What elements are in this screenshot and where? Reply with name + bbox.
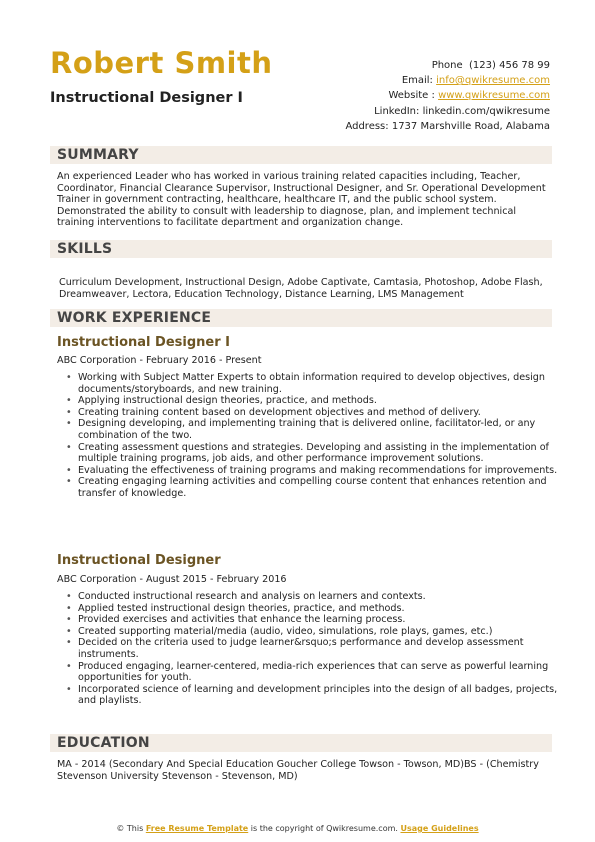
job-title: Instructional Designer xyxy=(57,553,221,568)
contact-address: Address: 1737 Marshville Road, Alabama xyxy=(345,120,550,132)
job-bullets xyxy=(66,372,558,500)
contact-phone: Phone (123) 456 78 99 xyxy=(431,60,550,71)
job-company-dates: ABC Corporation - August 2015 - February 2016 xyxy=(57,574,287,585)
list-item: • Applied tested instructional design theories, practice, and methods. xyxy=(78,603,558,615)
list-item: • Decided on the criteria used to judge learner&rsquo;s performance and develop assessment instruments. xyxy=(78,637,558,660)
skills-heading: SKILLS xyxy=(50,240,552,258)
work-experience-heading: WORK EXPERIENCE xyxy=(50,309,552,327)
job-bullets xyxy=(66,591,558,707)
list-item: • Working with Subject Matter Experts to obtain information required to develop objectives, design documents/storyboards, and new training. xyxy=(78,372,558,395)
candidate-title: Instructional Designer I xyxy=(50,90,243,106)
contact-block xyxy=(345,58,550,134)
usage-guidelines-link[interactable]: Usage Guidelines xyxy=(400,824,479,833)
contact-website: Website : www.qwikresume.com xyxy=(388,90,550,102)
education-heading: EDUCATION xyxy=(50,734,552,752)
job-title: Instructional Designer I xyxy=(57,335,230,350)
list-item: • Provided exercises and activities that enhance the learning process. xyxy=(78,614,558,626)
email-link[interactable]: info@qwikresume.com xyxy=(436,75,550,87)
list-item: • Creating assessment questions and strategies. Developing and assisting in the implementation of multiple training programs, job aids, and other performance improvement solutions. xyxy=(78,442,558,465)
education-text: MA - 2014 (Secondary And Special Education Goucher College Towson - Towson, MD)BS - (Chemistry Stevenson University Stevenson - Stevenson, MD) xyxy=(57,759,539,782)
contact-linkedin: LinkedIn: linkedin.com/qwikresume xyxy=(374,105,550,117)
summary-heading: SUMMARY xyxy=(50,146,552,164)
list-item: • Incorporated science of learning and development principles into the design of all badges, projects, and playlists. xyxy=(78,684,558,707)
free-resume-template-link[interactable]: Free Resume Template xyxy=(145,824,249,833)
job-company-dates: ABC Corporation - February 2016 - Present xyxy=(57,355,262,366)
candidate-name: Robert Smith xyxy=(50,46,273,80)
footer: © This Free Resume Template is the copyright of Qwikresume.com. Usage Guidelines xyxy=(116,824,479,833)
list-item: • Produced engaging, learner-centered, media-rich experiences that can serve as powerful learning opportunities for youth. xyxy=(78,661,558,684)
summary-text: An experienced Leader who has worked in various training related capacities including, Teacher, Coordinator, Financial Clearance Supervisor, Instructional Designer, and Sr. Operational Development Trainer in government contracting, healthcare, healthcare IT, and the public school system. Demonstrated the ability to consult with leadership to diagnose, plan, and implement technical training interventions to facilitate department and organization change. xyxy=(57,171,546,229)
list-item: • Conducted instructional research and analysis on learners and contexts. xyxy=(78,591,558,603)
list-item: • Creating engaging learning activities and compelling course content that enhances retention and transfer of knowledge. xyxy=(78,476,558,499)
contact-email: Email: info@qwikresume.com xyxy=(401,75,550,87)
list-item: • Evaluating the effectiveness of training programs and making recommendations for improvements. xyxy=(78,465,558,477)
list-item: • Applying instructional design theories, practice, and methods. xyxy=(78,395,558,407)
website-link[interactable]: www.qwikresume.com xyxy=(438,90,550,102)
list-item: • Creating training content based on development objectives and method of delivery. xyxy=(78,407,558,419)
skills-text: Curriculum Development, Instructional Design, Adobe Captivate, Camtasia, Photoshop, Adobe Flash, Dreamweaver, Lectora, Education Technology, Distance Learning, LMS Management xyxy=(59,277,543,300)
list-item: • Designing developing, and implementing training that is delivered online, facilitator-led, or any combination of the two. xyxy=(78,418,558,441)
list-item: • Created supporting material/media (audio, video, simulations, role plays, games, etc.) xyxy=(78,626,558,638)
